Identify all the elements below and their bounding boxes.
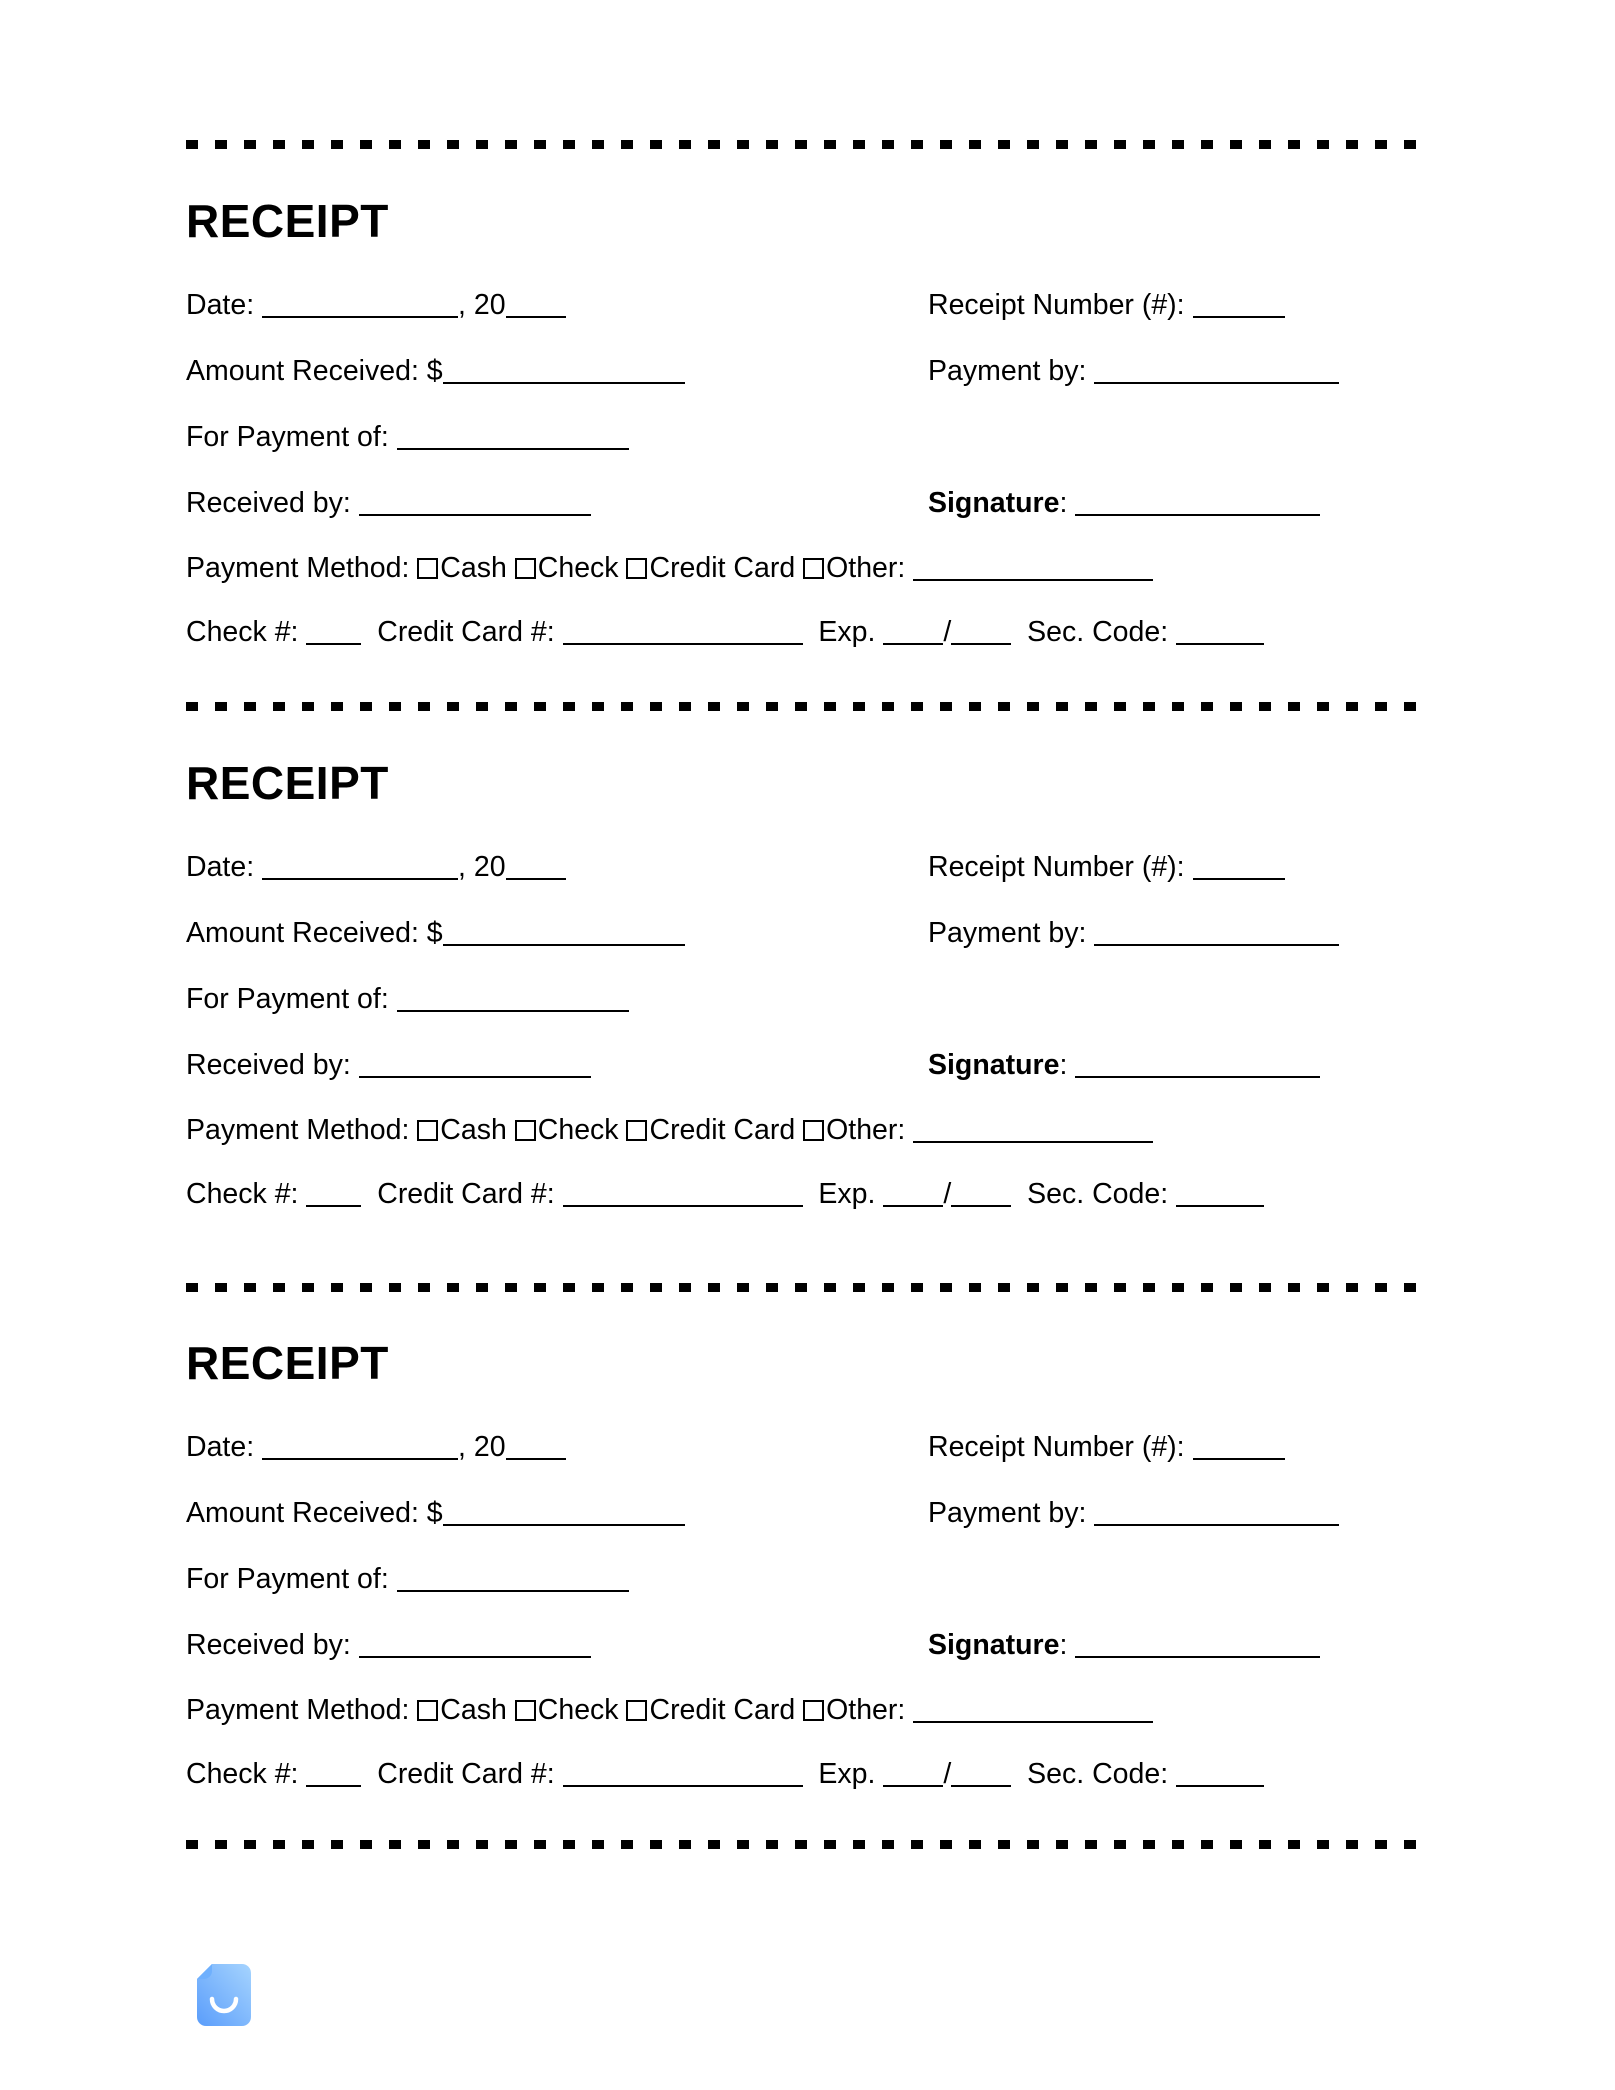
payment-method-option-credit-card[interactable]: Credit Card [649,1694,796,1726]
payment-method-option-other[interactable]: Other: [826,1114,906,1146]
field-receipt-number [928,1414,1285,1480]
for-payment-of-label: For Payment of: [186,1563,397,1595]
field-date [186,272,566,338]
field-payment-by [928,1480,1339,1546]
checkbox-cash-icon[interactable] [417,558,438,579]
payment-method-label: Payment Method: [186,1114,418,1146]
checkbox-credit-card-icon[interactable] [626,1120,647,1141]
checkbox-other-icon[interactable] [803,1120,824,1141]
received-by-input-blank[interactable] [359,1656,591,1658]
for-payment-of-input-blank[interactable] [397,1010,629,1012]
credit-card-number-input-blank[interactable] [563,1785,803,1787]
row-amount-payment-by [186,1480,1416,1546]
row-received-by-signature [186,1032,1416,1098]
signature-input-blank[interactable] [1075,514,1320,516]
received-by-label: Received by: [186,1629,359,1661]
credit-card-number-input-blank[interactable] [563,643,803,645]
field-signature [928,470,1320,536]
received-by-input-blank[interactable] [359,1076,591,1078]
check-number-input-blank[interactable] [306,643,361,645]
field-payment-method [186,536,1153,600]
amount-received-label: Amount Received: $ [186,917,443,949]
checkbox-credit-card-icon[interactable] [626,558,647,579]
payment-by-input-blank[interactable] [1094,1524,1339,1526]
field-payment-method [186,1678,1153,1742]
exp-year-input-blank[interactable] [951,1205,1011,1207]
receipt-number-label: Receipt Number (#): [928,1431,1193,1463]
check-number-label: Check #: [186,1758,307,1790]
checkbox-check-icon[interactable] [515,1120,536,1141]
amount-received-label: Amount Received: $ [186,355,443,387]
sec-code-label: Sec. Code: [1027,616,1177,648]
payment-method-option-credit-card[interactable]: Credit Card [649,552,796,584]
signature-label: Signature [928,1049,1060,1081]
signature-label: Signature [928,487,1060,519]
exp-month-input-blank[interactable] [883,643,943,645]
credit-card-number-label: Credit Card #: [377,1178,563,1210]
date-label: Date: [186,1431,263,1463]
field-signature [928,1612,1320,1678]
date-year-input-blank[interactable] [506,316,566,318]
date-input-blank[interactable] [262,316,458,318]
date-label: Date: [186,289,263,321]
sec-code-input-blank[interactable] [1176,1205,1264,1207]
payment-by-label: Payment by: [928,917,1095,949]
page-title: RECEIPT [186,195,389,247]
field-signature [928,1032,1320,1098]
date-year-input-blank[interactable] [506,1458,566,1460]
payment-method-option-cash[interactable]: Cash [440,1694,507,1726]
field-for-payment-of [186,966,629,1032]
signature-colon: : [1059,1629,1076,1661]
payment-by-label: Payment by: [928,355,1095,387]
amount-received-input-blank[interactable] [443,944,685,946]
bottom-dashed-separator [186,1840,1416,1849]
date-input-blank[interactable] [262,1458,458,1460]
field-date [186,834,566,900]
sec-code-label: Sec. Code: [1027,1178,1177,1210]
amount-received-label: Amount Received: $ [186,1497,443,1529]
field-card-details [186,1162,1264,1226]
for-payment-of-label: For Payment of: [186,983,397,1015]
row-for-payment-of [186,404,1416,470]
check-number-label: Check #: [186,1178,307,1210]
payment-method-option-check[interactable]: Check [537,1694,619,1726]
check-number-input-blank[interactable] [306,1205,361,1207]
amount-received-input-blank[interactable] [443,382,685,384]
field-amount-received [186,338,685,404]
date-year-prefix: , 20 [458,1431,506,1463]
payment-method-option-check[interactable]: Check [537,1114,619,1146]
payment-method-option-cash[interactable]: Cash [440,552,507,584]
row-for-payment-of [186,1546,1416,1612]
checkbox-credit-card-icon[interactable] [626,1700,647,1721]
field-date [186,1414,566,1480]
exp-label: Exp. [818,1178,884,1210]
sec-code-label: Sec. Code: [1027,1758,1177,1790]
row-check-card-details [186,1742,1416,1806]
page-title: RECEIPT [186,1337,389,1389]
row-check-card-details [186,1162,1416,1226]
received-by-label: Received by: [186,1049,359,1081]
row-received-by-signature [186,1612,1416,1678]
payment-method-label: Payment Method: [186,1694,418,1726]
amount-received-input-blank[interactable] [443,1524,685,1526]
checkbox-cash-icon[interactable] [417,1120,438,1141]
payment-method-other-input-blank[interactable] [913,1141,1153,1143]
exp-separator: / [943,1758,952,1790]
received-by-label: Received by: [186,487,359,519]
for-payment-of-input-blank[interactable] [397,1590,629,1592]
credit-card-number-label: Credit Card #: [377,1758,563,1790]
exp-separator: / [943,1178,952,1210]
checkbox-cash-icon[interactable] [417,1700,438,1721]
payment-method-other-input-blank[interactable] [913,1721,1153,1723]
row-date-receipt-number [186,834,1416,900]
field-for-payment-of [186,1546,629,1612]
receipt-number-label: Receipt Number (#): [928,851,1193,883]
signature-colon: : [1059,487,1076,519]
check-number-label: Check #: [186,616,307,648]
field-receipt-number [928,834,1285,900]
row-payment-method [186,1678,1416,1742]
field-card-details [186,1742,1264,1806]
row-amount-payment-by [186,338,1416,404]
credit-card-number-label: Credit Card #: [377,616,563,648]
field-payment-by [928,900,1339,966]
checkbox-check-icon[interactable] [515,558,536,579]
row-payment-method [186,1098,1416,1162]
payment-method-option-check[interactable]: Check [537,552,619,584]
payment-method-other-input-blank[interactable] [913,579,1153,581]
signature-input-blank[interactable] [1075,1076,1320,1078]
date-year-input-blank[interactable] [506,878,566,880]
receipt-block [186,1337,1416,1806]
page-title: RECEIPT [186,757,389,809]
field-for-payment-of [186,404,629,470]
for-payment-of-input-blank[interactable] [397,448,629,450]
row-for-payment-of [186,966,1416,1032]
field-card-details [186,600,1264,664]
exp-label: Exp. [818,1758,884,1790]
field-amount-received [186,1480,685,1546]
payment-method-label: Payment Method: [186,552,418,584]
row-date-receipt-number [186,272,1416,338]
row-payment-method [186,536,1416,600]
receipt-number-input-blank[interactable] [1193,878,1285,880]
field-receipt-number [928,272,1285,338]
payment-method-option-credit-card[interactable]: Credit Card [649,1114,796,1146]
row-amount-payment-by [186,900,1416,966]
credit-card-number-input-blank[interactable] [563,1205,803,1207]
payment-method-option-other[interactable]: Other: [826,1694,906,1726]
receipt-block [186,757,1416,1226]
payment-by-input-blank[interactable] [1094,944,1339,946]
checkbox-other-icon[interactable] [803,1700,824,1721]
checkbox-check-icon[interactable] [515,1700,536,1721]
date-year-prefix: , 20 [458,289,506,321]
field-received-by [186,1032,591,1098]
check-number-input-blank[interactable] [306,1785,361,1787]
mid-dashed-separator-2 [186,1283,1416,1292]
row-received-by-signature [186,470,1416,536]
field-payment-method [186,1098,1153,1162]
payment-by-label: Payment by: [928,1497,1095,1529]
exp-year-input-blank[interactable] [951,1785,1011,1787]
signature-input-blank[interactable] [1075,1656,1320,1658]
signature-label: Signature [928,1629,1060,1661]
top-dashed-separator [186,140,1416,149]
receipt-number-input-blank[interactable] [1193,316,1285,318]
exp-month-input-blank[interactable] [883,1785,943,1787]
payment-method-option-other[interactable]: Other: [826,552,906,584]
received-by-input-blank[interactable] [359,514,591,516]
receipt-number-input-blank[interactable] [1193,1458,1285,1460]
date-year-prefix: , 20 [458,851,506,883]
exp-month-input-blank[interactable] [883,1205,943,1207]
exp-separator: / [943,616,952,648]
field-received-by [186,470,591,536]
field-amount-received [186,900,685,966]
field-received-by [186,1612,591,1678]
date-input-blank[interactable] [262,878,458,880]
checkbox-other-icon[interactable] [803,558,824,579]
row-date-receipt-number [186,1414,1416,1480]
exp-label: Exp. [818,616,884,648]
receipt-number-label: Receipt Number (#): [928,289,1193,321]
exp-year-input-blank[interactable] [951,643,1011,645]
signature-colon: : [1059,1049,1076,1081]
payment-method-option-cash[interactable]: Cash [440,1114,507,1146]
receipt-block [186,195,1416,664]
for-payment-of-label: For Payment of: [186,421,397,453]
payment-by-input-blank[interactable] [1094,382,1339,384]
row-check-card-details [186,600,1416,664]
sec-code-input-blank[interactable] [1176,643,1264,645]
document-logo [196,1963,252,2027]
sec-code-input-blank[interactable] [1176,1785,1264,1787]
field-payment-by [928,338,1339,404]
date-label: Date: [186,851,263,883]
mid-dashed-separator-1 [186,702,1416,711]
